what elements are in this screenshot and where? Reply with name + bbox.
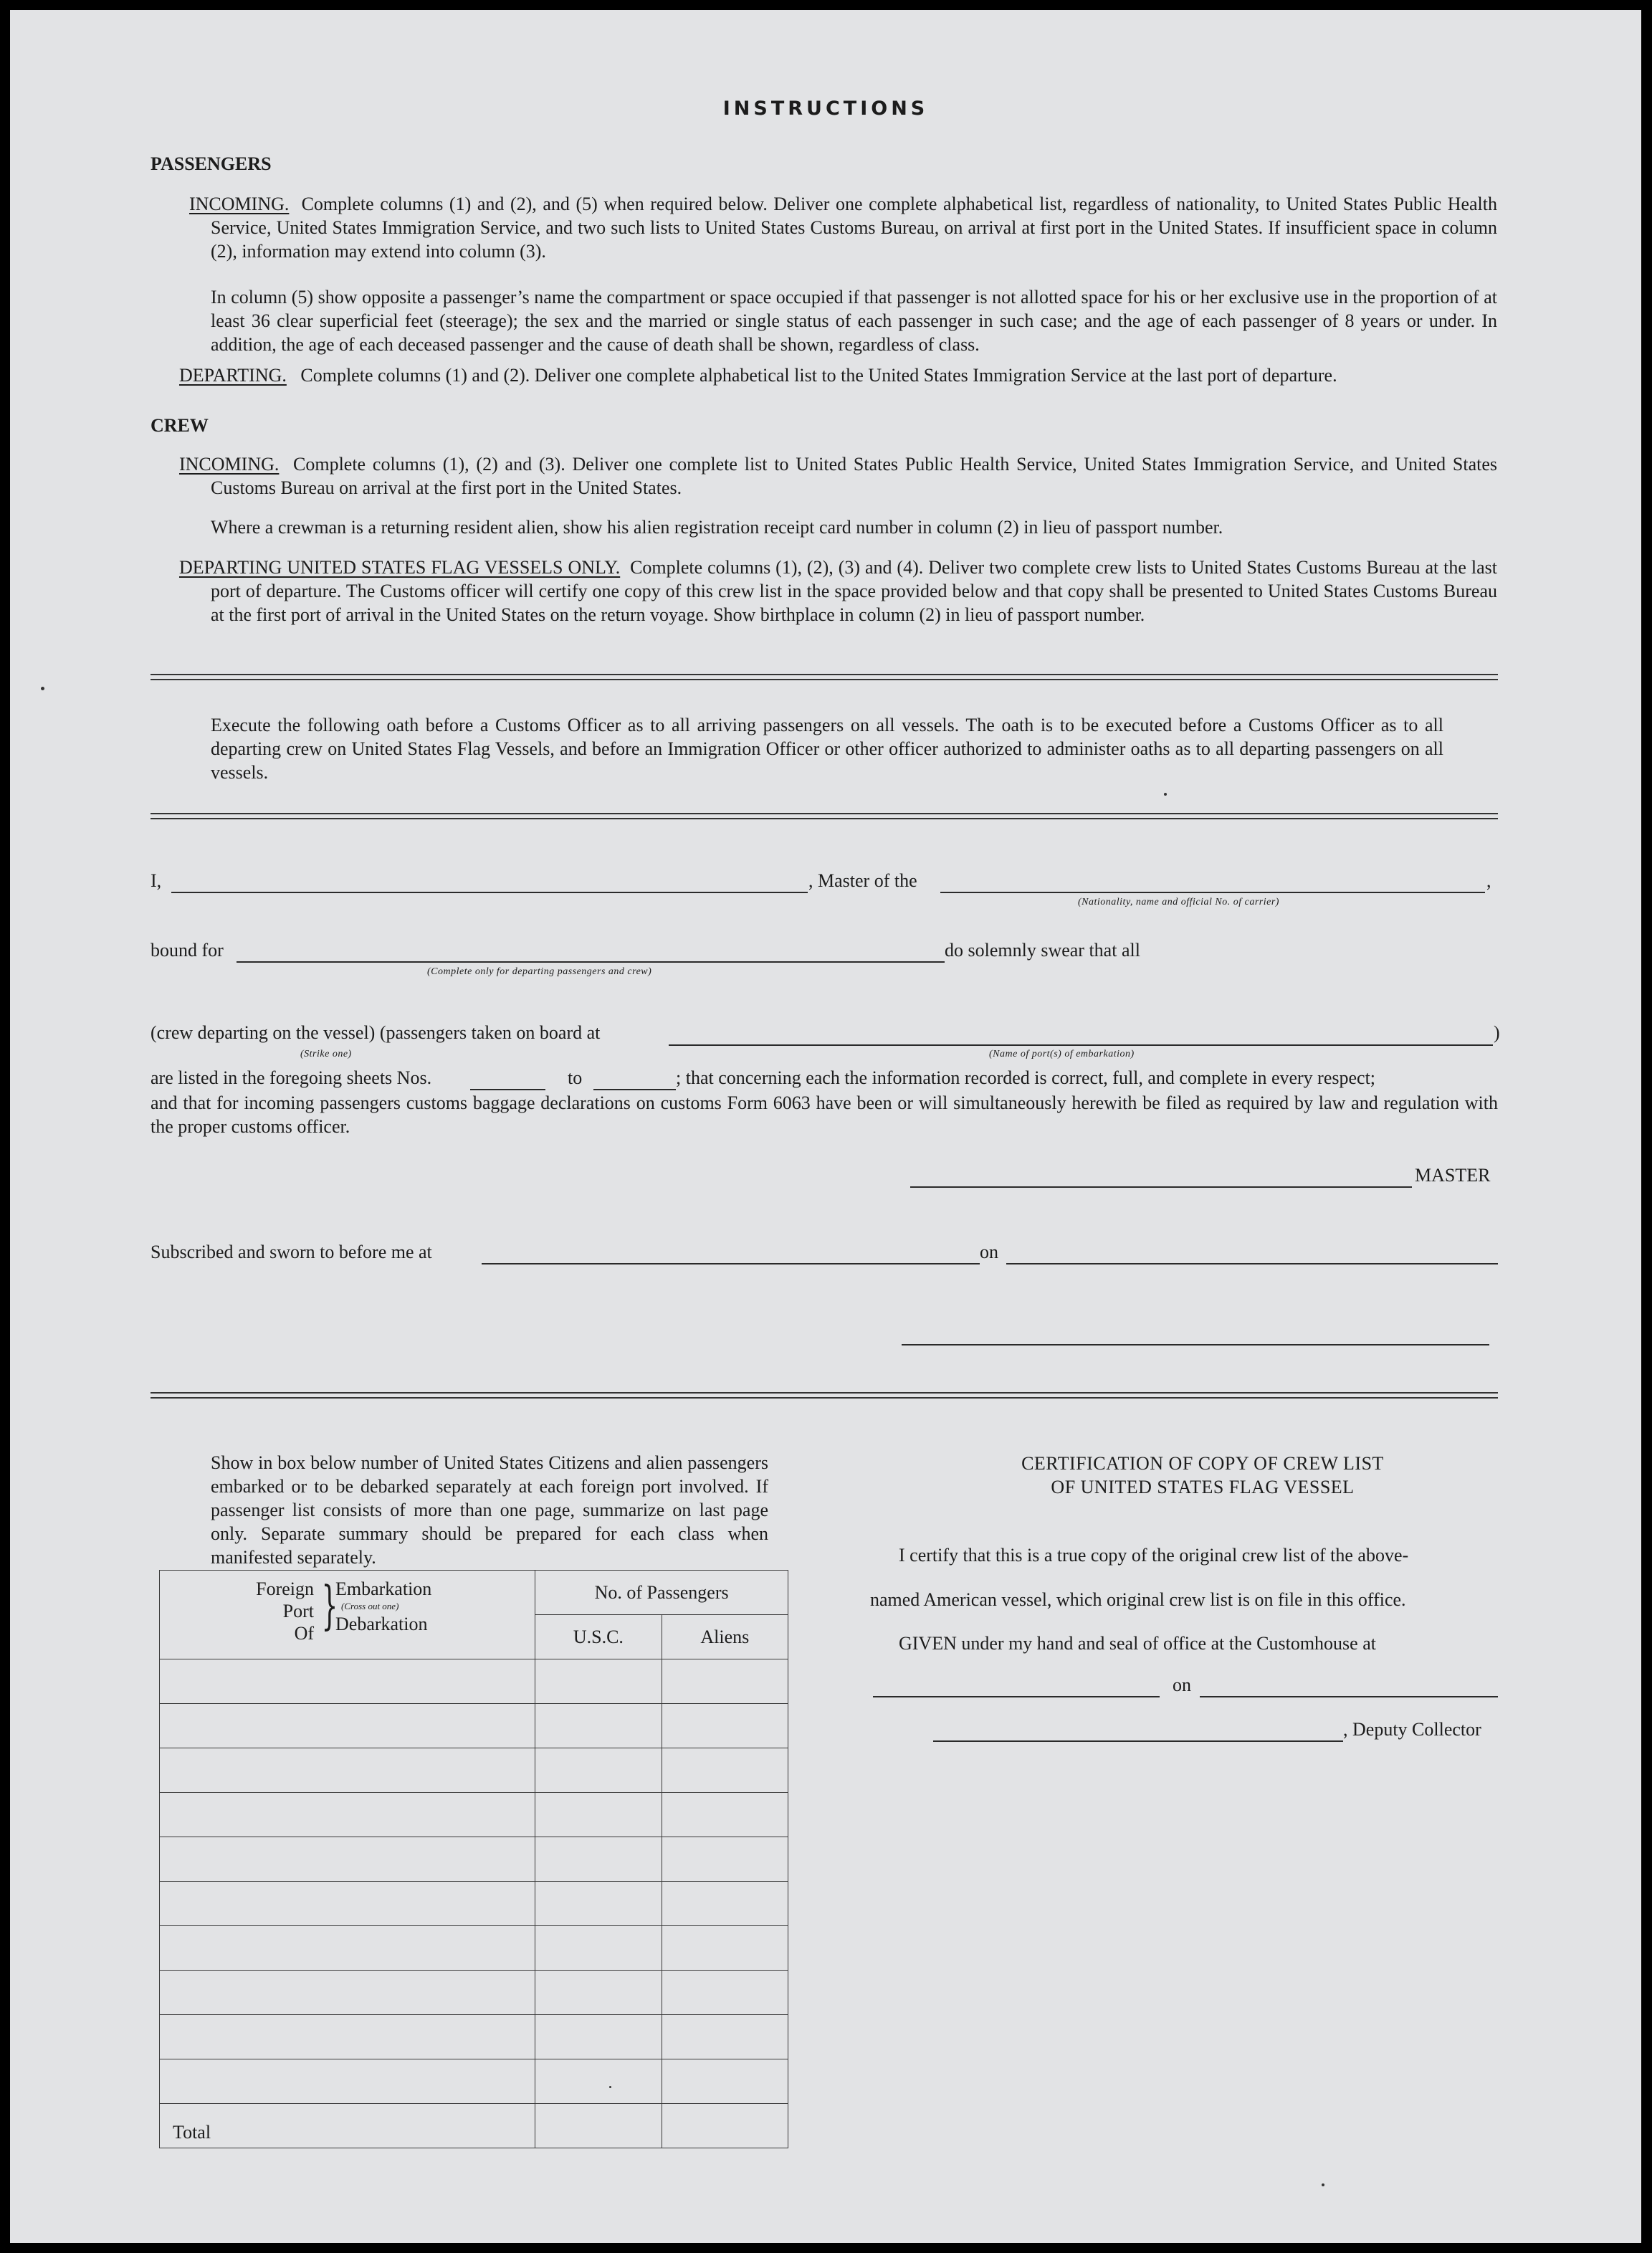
strike-caption: (Strike one) xyxy=(300,1049,352,1059)
usc-cell[interactable] xyxy=(535,2015,662,2059)
oath-instructions: Execute the following oath before a Customs Officer as to all arriving passengers on all vessels. The oath is to be executed before a Customs Officer as to all departing crew on United States Flag Vessels, and before an Immigration Officer or other officer authorized to administer oaths as to all departing passengers on all vessels. xyxy=(211,715,1443,783)
master-signature-field[interactable] xyxy=(910,1186,1412,1188)
usc-cell[interactable] xyxy=(535,1882,662,1926)
aliens-total-cell[interactable] xyxy=(662,2104,788,2148)
port-cell[interactable] xyxy=(160,1659,535,1704)
aliens-cell[interactable] xyxy=(662,1971,788,2015)
oath-listed-b: ; that concerning each the information recorded is correct, full, and complete in every respect; xyxy=(676,1067,1376,1088)
usc-cell[interactable] xyxy=(535,1971,662,2015)
total-row xyxy=(160,2104,788,2148)
certification-line2: named American vessel, which original crew list is on file in this office. xyxy=(870,1589,1406,1610)
passengers-departing-label: DEPARTING. xyxy=(179,365,287,386)
crew-departing-text: Complete columns (1), (2), (3) and (4). Deliver two complete crew lists to United States Customs Bureau at the last port of departure. The Customs officer will certify one copy of this crew list in the space provided below and that copy shall be presented to United States Customs Bureau at the first port of arrival in the United States on the return voyage. Show birthplace in column (2) in lieu of passport number. xyxy=(211,557,1497,625)
port-cell[interactable] xyxy=(160,1971,535,2015)
oath-comma: , xyxy=(1486,870,1491,891)
certification-deputy: , Deputy Collector xyxy=(1343,1719,1481,1740)
page-title: INSTRUCTIONS xyxy=(722,97,929,120)
table-row xyxy=(160,1926,788,1971)
crew-incoming-label: INCOMING. xyxy=(179,454,280,475)
master-name-field[interactable] xyxy=(171,892,808,893)
sheet-from-field[interactable] xyxy=(470,1089,545,1090)
bound-caption: (Complete only for departing passengers and crew) xyxy=(427,966,652,977)
scan-speck xyxy=(1322,2183,1324,2186)
port-cell[interactable] xyxy=(160,1704,535,1748)
oath-close-paren: ) xyxy=(1494,1022,1500,1043)
bound-for-field[interactable] xyxy=(237,961,945,963)
aliens-cell[interactable] xyxy=(662,1748,788,1793)
oath-listed-to: to xyxy=(568,1067,583,1088)
port-cell[interactable] xyxy=(160,2059,535,2104)
port-header-cell xyxy=(160,1571,535,1659)
scan-speck xyxy=(609,2086,611,2088)
aliens-cell[interactable] xyxy=(662,1837,788,1882)
table-row xyxy=(160,1882,788,1926)
crew-departing-label: DEPARTING UNITED STATES FLAG VESSELS ONLY. xyxy=(179,557,621,578)
table-row xyxy=(160,1659,788,1704)
header-foreign: Foreign xyxy=(256,1578,314,1599)
port-cell[interactable] xyxy=(160,1882,535,1926)
certification-title-line2: OF UNITED STATES FLAG VESSEL xyxy=(1051,1477,1355,1497)
crew-incoming-text: Complete columns (1), (2) and (3). Deliver one complete list to United States Public Health Service, United States Immigration Service, and United States Customs Bureau on arrival at the first port in the United States. xyxy=(211,454,1497,498)
passengers-incoming-label: INCOMING. xyxy=(189,194,290,214)
header-port: Port xyxy=(282,1601,314,1621)
certification-line3: GIVEN under my hand and seal of office at the Customhouse at xyxy=(899,1633,1376,1654)
port-cell[interactable] xyxy=(160,2015,535,2059)
table-row xyxy=(160,2059,788,2104)
usc-cell[interactable] xyxy=(535,1793,662,1837)
nationality-caption: (Nationality, name and official No. of carrier) xyxy=(1078,897,1279,908)
oath-crew-departing: (crew departing on the vessel) (passengers taken on board at xyxy=(151,1022,601,1043)
oath-swear: do solemnly swear that all xyxy=(945,940,1140,961)
aliens-cell[interactable] xyxy=(662,1704,788,1748)
table-row xyxy=(160,1837,788,1882)
document-page xyxy=(10,10,1641,2243)
customhouse-field[interactable] xyxy=(873,1696,1160,1697)
no-passengers-header: No. of Passengers xyxy=(535,1571,788,1615)
aliens-header: Aliens xyxy=(662,1615,788,1659)
sworn-date-field[interactable] xyxy=(1006,1263,1498,1264)
header-of: Of xyxy=(294,1623,314,1644)
certification-line1: I certify that this is a true copy of the original crew list of the above- xyxy=(899,1545,1409,1566)
aliens-cell[interactable] xyxy=(662,1926,788,1971)
usc-cell[interactable] xyxy=(535,1837,662,1882)
certification-title xyxy=(880,1452,1525,1499)
passengers-departing-text: Complete columns (1) and (2). Deliver one complete alphabetical list to the United States Immigration Service at the last port of departure. xyxy=(300,365,1337,386)
table-row xyxy=(160,1704,788,1748)
passengers-incoming-instructions xyxy=(189,192,1497,263)
crew-resident-instructions: Where a crewman is a returning resident alien, show his alien registration receipt card number in column (2) in lieu of passport number. xyxy=(211,517,1223,538)
usc-cell[interactable] xyxy=(535,1926,662,1971)
usc-header: U.S.C. xyxy=(535,1615,662,1659)
carrier-field[interactable] xyxy=(940,892,1485,893)
usc-total-cell[interactable] xyxy=(535,2104,662,2148)
crew-heading: CREW xyxy=(151,415,209,436)
usc-cell[interactable] xyxy=(535,1704,662,1748)
aliens-cell[interactable] xyxy=(662,2015,788,2059)
oath-master: MASTER xyxy=(1415,1165,1491,1186)
certification-title-line1: CERTIFICATION OF COPY OF CREW LIST xyxy=(1021,1453,1384,1474)
scan-speck xyxy=(41,687,44,690)
crew-incoming-instructions xyxy=(179,452,1497,500)
oath-on: on xyxy=(980,1242,998,1262)
deputy-signature-field[interactable] xyxy=(933,1740,1343,1742)
aliens-cell[interactable] xyxy=(662,1882,788,1926)
scan-speck xyxy=(1164,793,1167,796)
port-cell[interactable] xyxy=(160,1926,535,1971)
oath-listed-a: are listed in the foregoing sheets Nos. xyxy=(151,1067,432,1088)
port-cell[interactable] xyxy=(160,1793,535,1837)
embark-caption: (Name of port(s) of embarkation) xyxy=(989,1049,1135,1059)
oath-subscribed: Subscribed and sworn to before me at xyxy=(151,1242,432,1262)
usc-cell[interactable] xyxy=(535,1659,662,1704)
summary-instructions: Show in box below number of United States Citizens and alien passengers embarked or to be debarked separately at each foreign port involved. If passenger list consists of more than one page, summarize on last page only. Separate summary should be prepared for each class when manifested separately. xyxy=(211,1452,768,1568)
oath-listed-c: and that for incoming passengers customs baggage declarations on customs Form 6063 have been or will simultaneously herewith be filed as required by law and regulation with the proper customs officer. xyxy=(151,1092,1498,1137)
aliens-cell[interactable] xyxy=(662,1659,788,1704)
total-label: Total xyxy=(160,2104,535,2148)
table-row xyxy=(160,1971,788,2015)
header-cross-out: (Cross out one) xyxy=(341,1601,399,1611)
usc-cell[interactable] xyxy=(535,2059,662,2104)
divider xyxy=(151,1392,1498,1399)
passengers-heading: PASSENGERS xyxy=(151,153,272,174)
table-row xyxy=(160,2015,788,2059)
passengers-column5-instructions: In column (5) show opposite a passenger’s name the compartment or space occupied if that passenger is not allotted space for his or her exclusive use in the proportion of at least 36 clear superficial feet (steerage); the sex and the married or single status of each passenger in such case; and the age of each passenger of 8 years or under. In addition, the age of each deceased passenger and the cause of death shall be shown, regardless of class. xyxy=(211,287,1497,355)
aliens-cell[interactable] xyxy=(662,1793,788,1837)
aliens-cell[interactable] xyxy=(662,2059,788,2104)
passengers-departing-instructions xyxy=(179,363,1498,387)
oath-bound-for: bound for xyxy=(151,940,224,961)
divider xyxy=(151,674,1498,680)
officer-signature-field[interactable] xyxy=(902,1344,1489,1345)
sworn-place-field[interactable] xyxy=(482,1263,980,1264)
brace-icon: } xyxy=(321,1575,338,1635)
table-row xyxy=(160,1748,788,1793)
passengers-incoming-text: Complete columns (1) and (2), and (5) when required below. Deliver one complete alphabetical list, regardless of nationality, to United States Public Health Service, United States Immigration Service, and two such lists to United States Customs Bureau, on arrival at first port in the United States. If insufficient space in column (2), information may extend into column (3). xyxy=(211,194,1497,262)
passenger-summary-table xyxy=(159,1570,788,2148)
embarkation-port-field[interactable] xyxy=(669,1044,1493,1046)
port-cell[interactable] xyxy=(160,1837,535,1882)
oath-i: I, xyxy=(151,870,162,891)
header-embarkation: Embarkation xyxy=(335,1578,432,1599)
oath-master-of: , Master of the xyxy=(808,870,917,891)
crew-departing-instructions xyxy=(179,556,1497,627)
certification-date-field[interactable] xyxy=(1200,1696,1498,1697)
divider xyxy=(151,813,1498,819)
usc-cell[interactable] xyxy=(535,1748,662,1793)
certification-on: on xyxy=(1173,1675,1191,1695)
header-debarkation: Debarkation xyxy=(335,1614,428,1634)
sheet-to-field[interactable] xyxy=(593,1089,676,1090)
table-row xyxy=(160,1793,788,1837)
port-cell[interactable] xyxy=(160,1748,535,1793)
